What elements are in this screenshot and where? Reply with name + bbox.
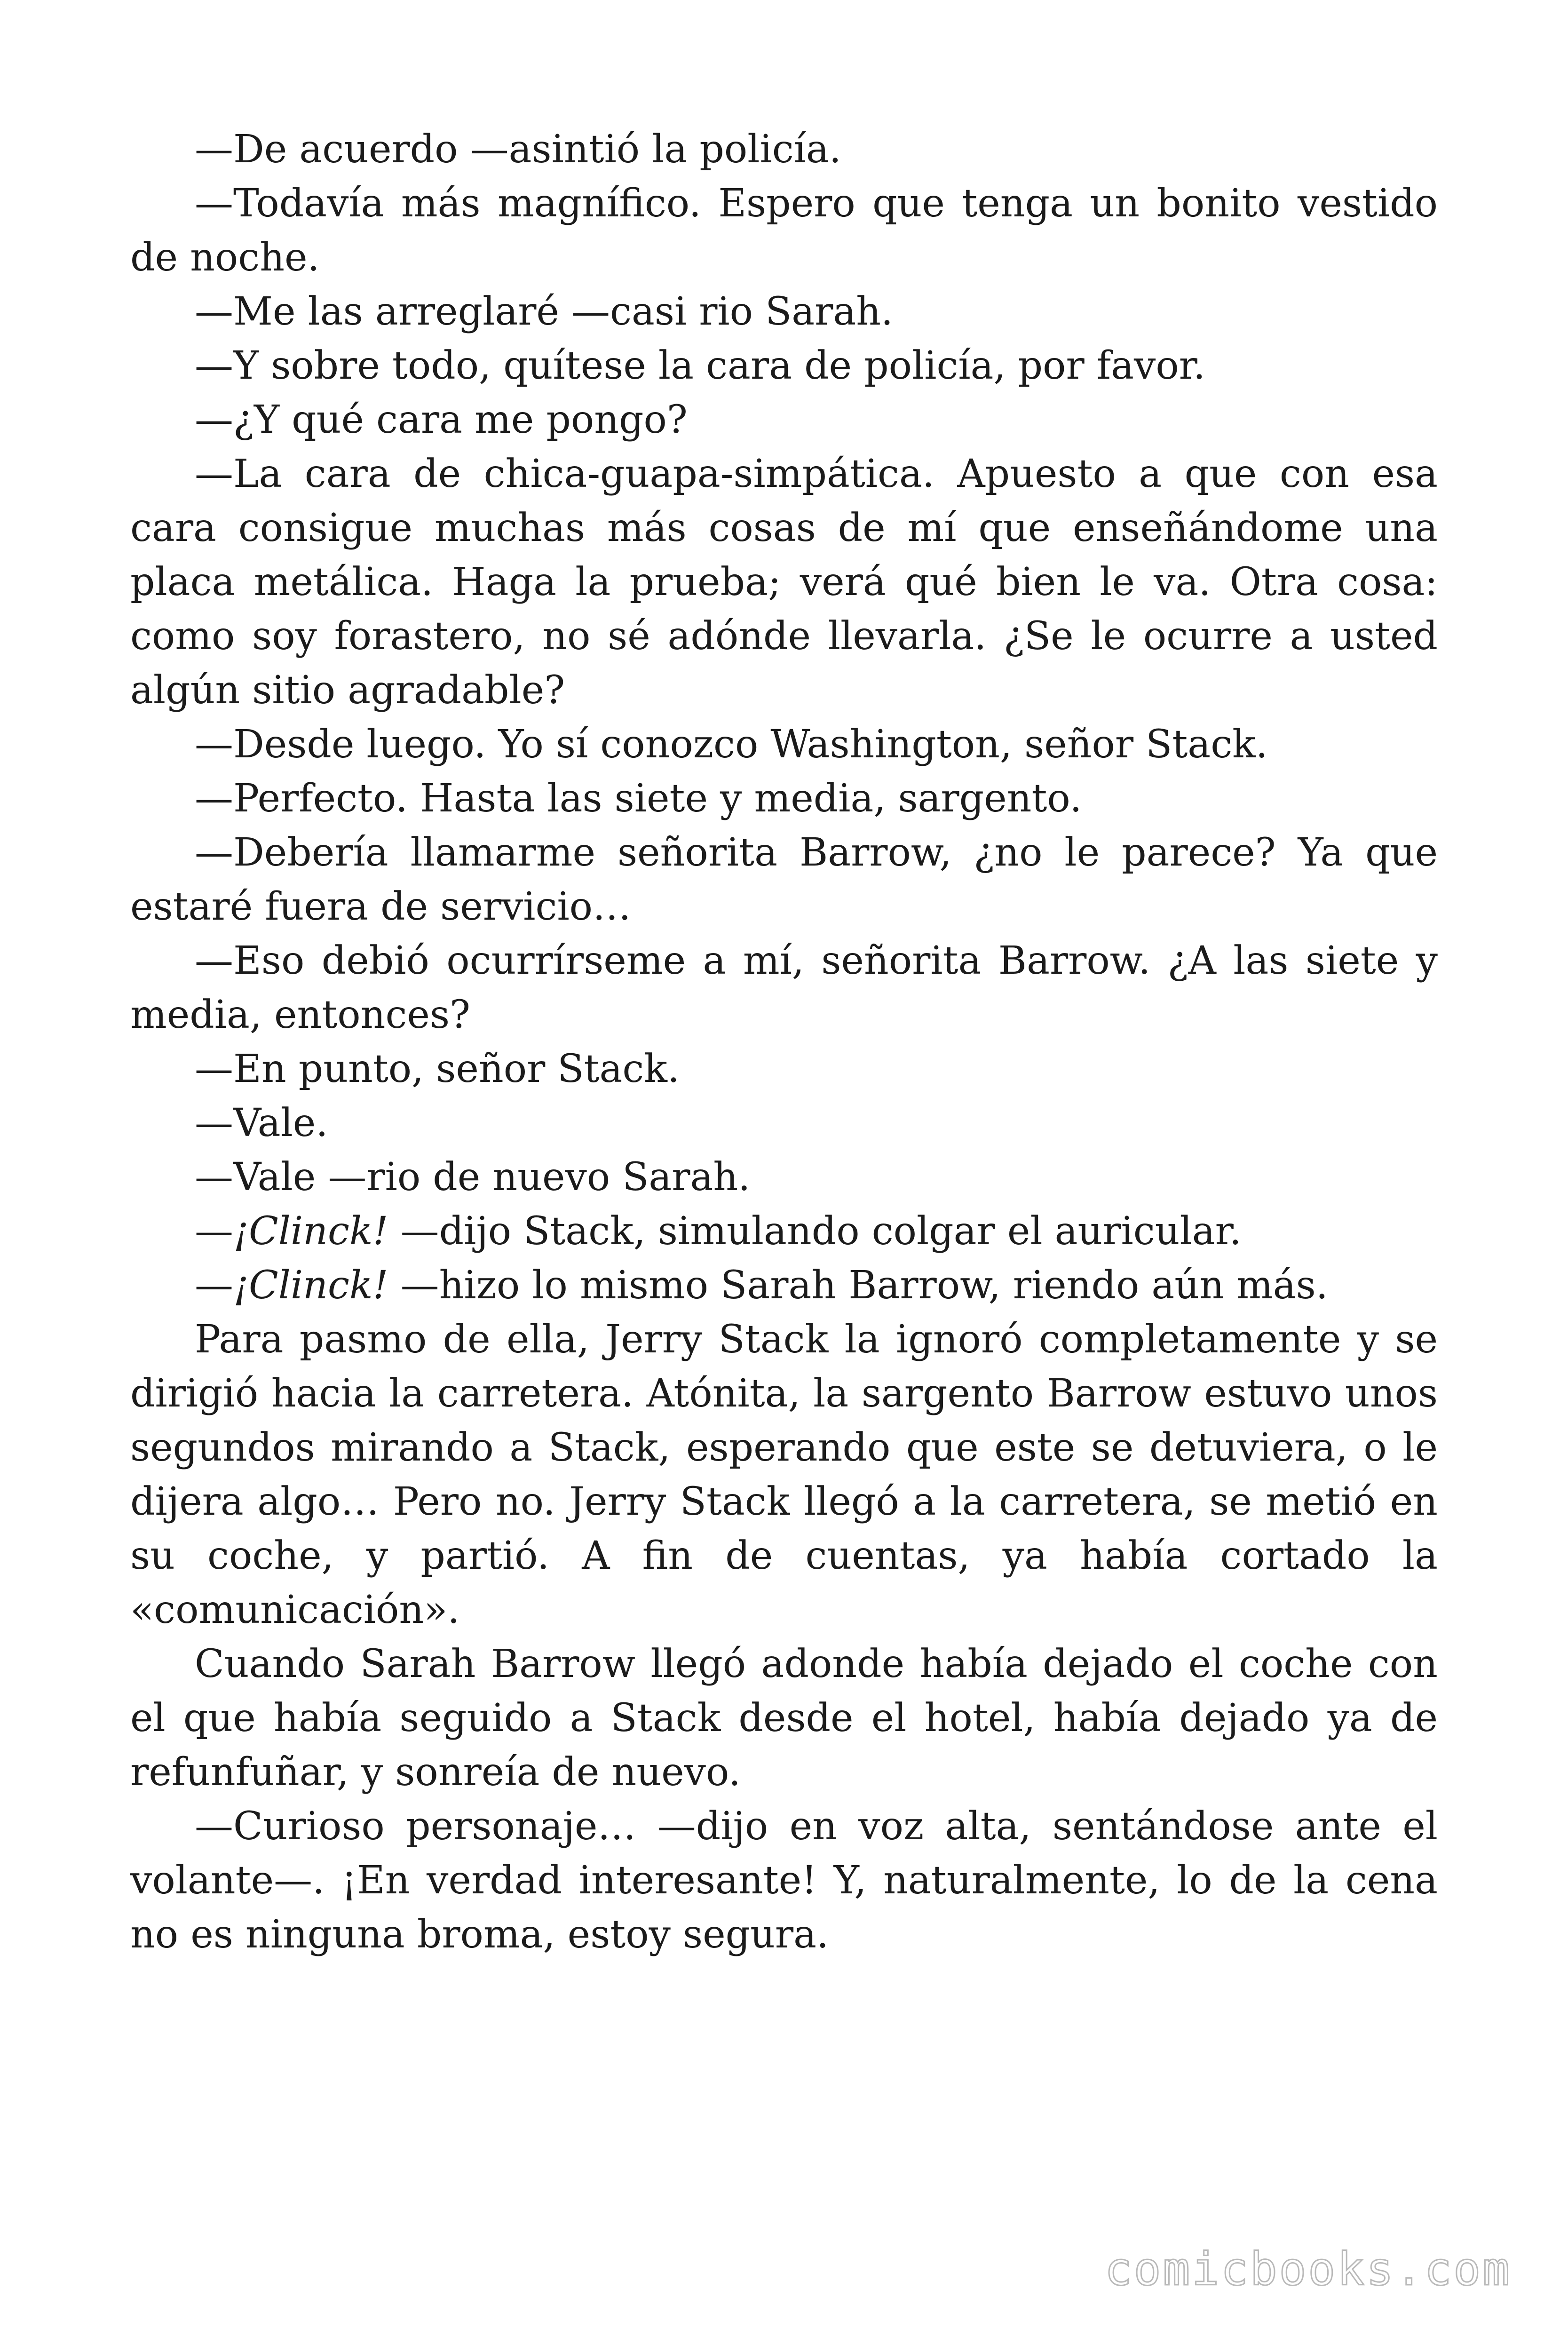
text-segment: —Desde luego. Yo sí conozco Washington, señor Stack. bbox=[195, 722, 1268, 767]
paragraph bbox=[130, 122, 1438, 176]
text-segment: —dijo Stack, simulando colgar el auricular. bbox=[388, 1209, 1242, 1254]
body-text bbox=[130, 122, 1438, 1962]
text-segment: —Vale —rio de nuevo Sarah. bbox=[195, 1155, 751, 1200]
paragraph bbox=[130, 717, 1438, 771]
text-segment: Cuando Sarah Barrow llegó adonde había dejado el coche con el que había seguido a Stack desde el hotel, había dejado ya de refunfuñar, y sonreía de nuevo. bbox=[130, 1642, 1438, 1795]
paragraph bbox=[130, 447, 1438, 717]
text-segment: —Me las arreglaré —casi rio Sarah. bbox=[195, 289, 894, 334]
paragraph bbox=[130, 1096, 1438, 1150]
paragraph bbox=[130, 1799, 1438, 1962]
paragraph bbox=[130, 1312, 1438, 1637]
text-segment: —Y sobre todo, quítese la cara de policía, por favor. bbox=[195, 343, 1205, 388]
paragraph bbox=[130, 393, 1438, 447]
paragraph bbox=[130, 1258, 1438, 1312]
paragraph bbox=[130, 339, 1438, 393]
text-segment: —Perfecto. Hasta las siete y media, sargento. bbox=[195, 776, 1082, 821]
text-segment: —Vale. bbox=[195, 1101, 328, 1145]
paragraph bbox=[130, 934, 1438, 1042]
text-segment: — bbox=[195, 1263, 233, 1308]
text-segment: —Todavía más magnífico. Espero que tenga un bonito vestido de noche. bbox=[130, 181, 1438, 280]
text-segment: Para pasmo de ella, Jerry Stack la ignoró completamente y se dirigió hacia la carretera. Atónita, la sargento Barrow estuvo unos segundos mirando a Stack, esperando que este se detuviera, o le dijera algo… Pero no. Jerry Stack llegó a la carretera, se metió en su coche, y partió. A fin de cuentas, ya había cortado la «comunicación». bbox=[130, 1317, 1438, 1632]
text-segment: —Curioso personaje… —dijo en voz alta, sentándose ante el volante—. ¡En verdad interesante! Y, naturalmente, lo de la cena no es ninguna broma, estoy segura. bbox=[130, 1804, 1438, 1957]
text-segment: —hizo lo mismo Sarah Barrow, riendo aún más. bbox=[388, 1263, 1328, 1308]
text-segment: — bbox=[195, 1209, 233, 1254]
watermark: comicbooks.com bbox=[1104, 2243, 1512, 2296]
text-segment: —La cara de chica-guapa-simpática. Apuesto a que con esa cara consigue muchas más cosas de mí que enseñándome una placa metálica. Haga la prueba; verá qué bien le va. Otra cosa: como soy forastero, no sé adónde llevarla. ¿Se le ocurre a usted algún sitio agradable? bbox=[130, 452, 1438, 713]
text-segment: —Debería llamarme señorita Barrow, ¿no le parece? Ya que estaré fuera de servicio… bbox=[130, 830, 1438, 929]
paragraph bbox=[130, 826, 1438, 934]
text-segment: —Eso debió ocurrírseme a mí, señorita Barrow. ¿A las siete y media, entonces? bbox=[130, 938, 1438, 1037]
italic-text: ¡Clinck! bbox=[233, 1209, 388, 1254]
paragraph bbox=[130, 176, 1438, 285]
text-segment: —¿Y qué cara me pongo? bbox=[195, 397, 688, 442]
text-segment: —De acuerdo —asintió la policía. bbox=[195, 127, 841, 172]
paragraph bbox=[130, 771, 1438, 826]
paragraph bbox=[130, 1204, 1438, 1258]
paragraph bbox=[130, 1637, 1438, 1799]
italic-text: ¡Clinck! bbox=[233, 1263, 388, 1308]
paragraph bbox=[130, 1150, 1438, 1204]
paragraph bbox=[130, 1042, 1438, 1096]
paragraph bbox=[130, 285, 1438, 339]
text-segment: —En punto, señor Stack. bbox=[195, 1047, 680, 1091]
